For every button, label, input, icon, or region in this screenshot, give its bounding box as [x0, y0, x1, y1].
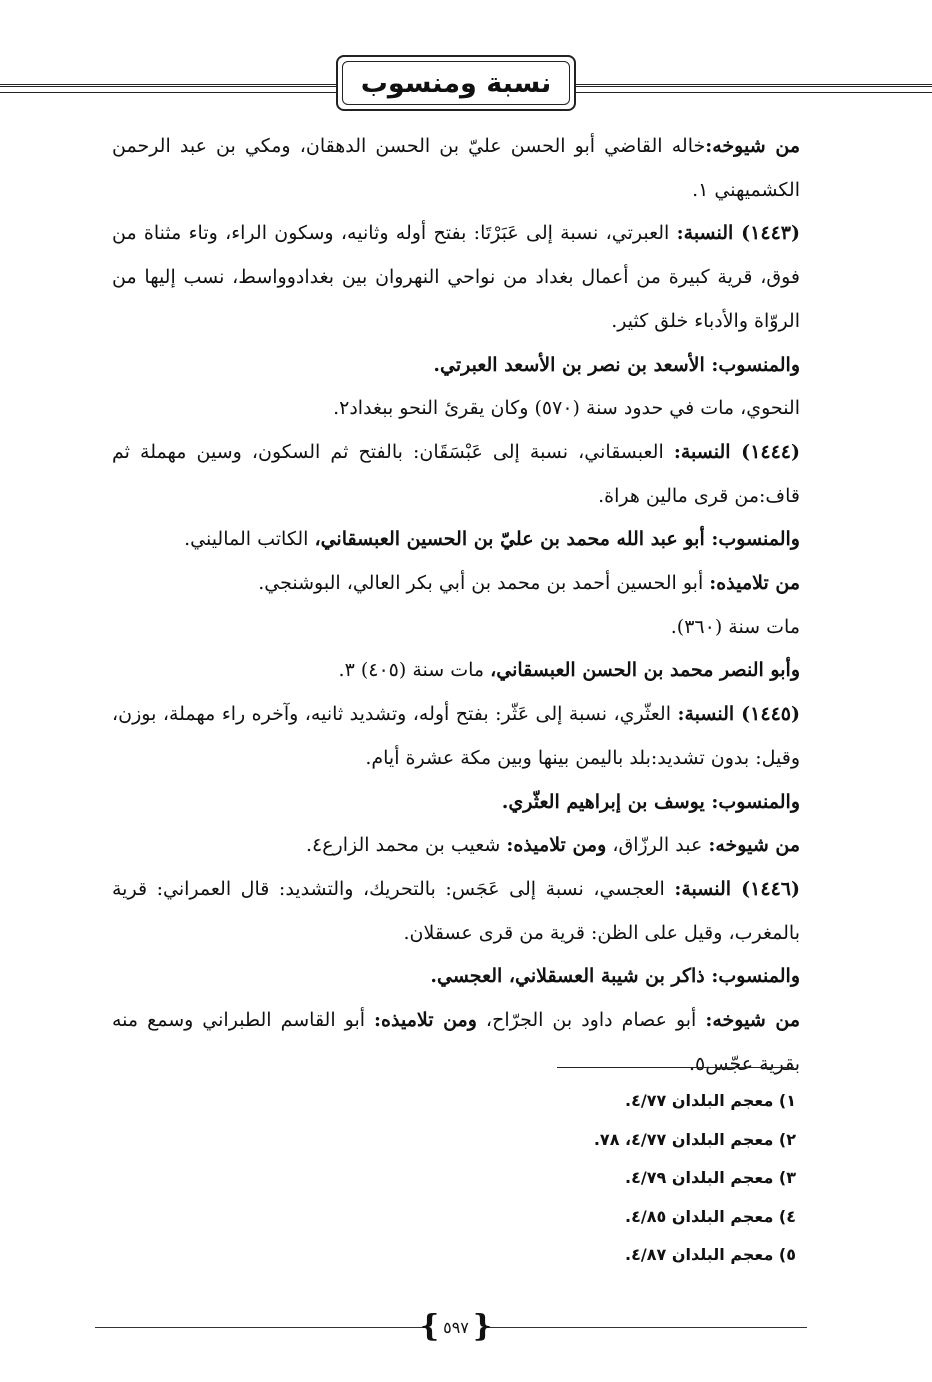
page-title: نسبة ومنسوب: [360, 67, 552, 99]
page-number: ٥٩٧: [443, 1317, 469, 1337]
main-text: [112, 125, 800, 1086]
bold-run: والمنسوب: الأسعد بن نصر بن الأسعد العبرتي.: [433, 353, 800, 376]
bold-run: من شيوخه:: [708, 834, 800, 857]
paragraph: [112, 125, 800, 212]
text-run: العثّري، نسبة إلى عَثّر: بفتح أوله، وتشديد ثانيه، وآخره راء مهملة، بوزن، وقيل: بدون تشديد:بلد باليمن بينها وبين مكة عشرة أيام.: [112, 703, 800, 769]
footnotes: [376, 1082, 796, 1275]
bold-run: من شيوخه:: [705, 135, 800, 157]
paragraph: [112, 649, 800, 693]
bold-run: (١٤٤٣) النسبة:: [676, 222, 800, 245]
footnote-item: ٣) معجم البلدان ٤/٧٩.: [625, 1168, 796, 1187]
text-run: الكاتب الماليني.: [184, 528, 315, 551]
bold-run: والمنسوب: يوسف بن إبراهيم العثّري.: [501, 790, 800, 813]
text-run: العبرتي، نسبة إلى عَبَرْتَا: بفتح أوله وثانيه، وسكون الراء، وتاء مثناة من فوق، قرية كبيرة من أعمال بغداد من نواحي النهروان بين بغدادوواسط، نسب إليها من الروّاة والأدباء خلق كثير.: [112, 222, 800, 332]
paragraph: [112, 781, 800, 825]
paragraph: [112, 693, 800, 780]
footnote-item: ٥) معجم البلدان ٤/٨٧.: [625, 1245, 796, 1264]
text-run: أبو عصام داود بن الجرّاح،: [476, 1009, 706, 1032]
text-run: خاله القاضي أبو الحسن عليّ بن الحسن الدهقان، ومكي بن عبد الرحمن الكشميهني ١.: [112, 135, 800, 201]
text-run: النحوي، مات في حدود سنة (٥٧٠) وكان يقرئ النحو ببغداد٢.: [333, 397, 800, 420]
footnote-item: ٤) معجم البلدان ٤/٨٥.: [625, 1206, 796, 1226]
header-title-frame: [336, 55, 576, 111]
paragraph: [112, 824, 800, 868]
header-rule-left: [0, 84, 336, 87]
bold-run: (١٤٤٤) النسبة:: [673, 440, 801, 463]
header-rule-left-thin: [0, 92, 336, 93]
text-run: شعيب بن محمد الزارع٤.: [305, 834, 507, 857]
bold-run: من تلاميذه:: [709, 572, 800, 595]
paragraph: [112, 431, 800, 518]
header-rule-right-thin: [576, 92, 932, 93]
text-run: مات سنة (٣٦٠).: [670, 615, 800, 638]
bold-run: ومن تلاميذه:: [374, 1009, 477, 1032]
footnote-item: ١) معجم البلدان ٤/٧٧.: [625, 1091, 796, 1110]
paragraph: [112, 344, 800, 388]
paragraph: [112, 562, 800, 606]
brace-left-icon: }: [419, 1309, 440, 1344]
bold-run: من شيوخه:: [705, 1009, 800, 1032]
text-run: أبو القاسم الطبراني وسمع منه بقرية عجّس٥.: [112, 1009, 800, 1075]
paragraph: [112, 212, 800, 343]
text-run: العبسقاني، نسبة إلى عَبْسَقَان: بالفتح ثم السكون، وسين مهملة ثم قاف:من قرى مالين هراة.: [112, 440, 800, 507]
footnote-separator: [557, 1067, 794, 1068]
brace-right-icon: {: [472, 1309, 493, 1344]
bold-run: (١٤٤٥) النسبة:: [677, 703, 800, 726]
footnote-item: ٢) معجم البلدان ٤/٧٧، ٧٨.: [593, 1129, 796, 1149]
paragraph: [112, 518, 800, 562]
page-number-frame: [419, 1309, 493, 1344]
bold-run: والمنسوب: أبو عبد الله محمد بن عليّ بن الحسين العبسقاني،: [314, 528, 800, 551]
paragraph: [112, 999, 800, 1086]
paragraph: [112, 868, 800, 955]
text-run: أبو الحسين أحمد بن محمد بن أبي بكر العالي، البوشنجي.: [258, 572, 710, 595]
text-run: العجسي، نسبة إلى عَجَس: بالتحريك، والتشديد: قال العمراني: قرية بالمغرب، وقيل على الظن: قرية من قرى عسقلان.: [112, 877, 800, 944]
bold-run: والمنسوب: ذاكر بن شيبة العسقلاني، العجسي.: [430, 965, 800, 988]
bold-run: وأبو النصر محمد بن الحسن العبسقاني،: [490, 659, 800, 682]
bold-run: (١٤٤٦) النسبة:: [674, 877, 800, 900]
header-rule-right: [576, 84, 932, 87]
footer-rule-right: [487, 1327, 807, 1328]
paragraph: [112, 387, 800, 431]
text-run: مات سنة (٤٠٥) ٣.: [338, 659, 491, 682]
paragraph: [112, 606, 800, 650]
footer-rule-left: [95, 1327, 425, 1328]
paragraph: [112, 955, 800, 999]
text-run: عبد الرزّاق،: [606, 834, 709, 857]
bold-run: ومن تلاميذه:: [506, 834, 607, 857]
